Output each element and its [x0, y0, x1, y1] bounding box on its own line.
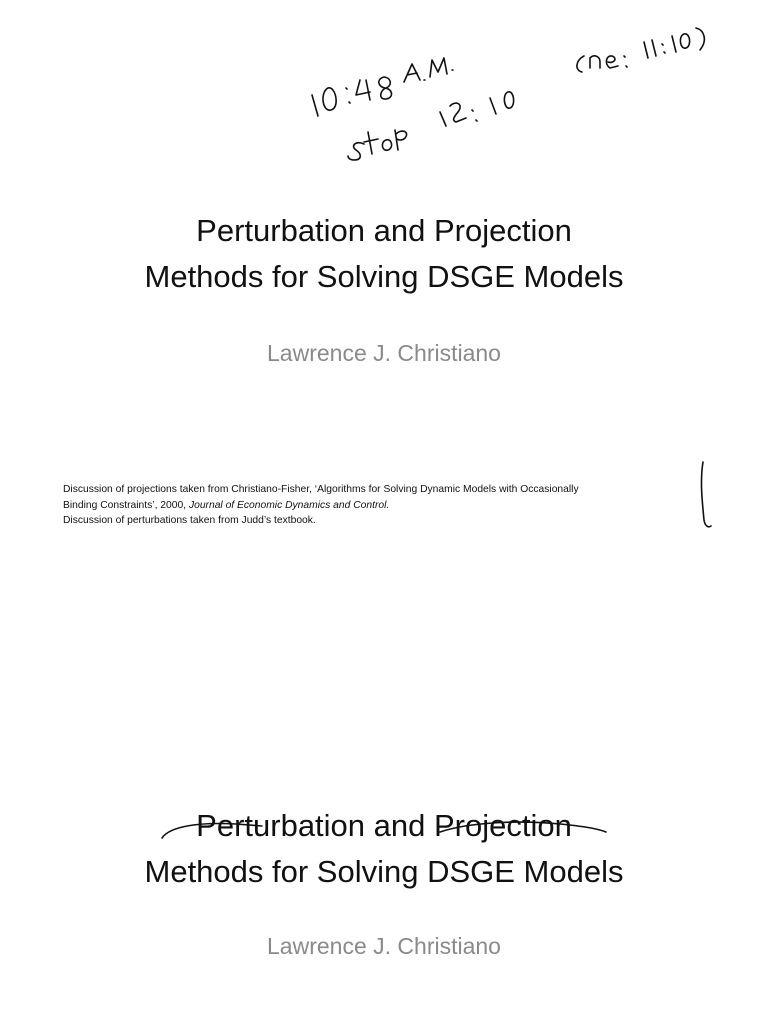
title-line-2: Methods for Solving DSGE Models — [144, 259, 624, 294]
slide-2 — [0, 590, 768, 1024]
journal-name: Journal of Economic Dynamics and Control. — [188, 499, 390, 511]
slide-title — [0, 208, 768, 300]
slide-title — [0, 803, 768, 895]
discussion-line-3: Discussion of perturbations taken from Judd’s textbook. — [63, 515, 316, 526]
discussion-note — [63, 482, 703, 529]
discussion-line-2-text: Binding Constraints’, 2000, — [63, 499, 189, 511]
author-name: Lawrence J. Christiano — [267, 340, 501, 366]
title-line-1 — [0, 803, 768, 849]
author-name: Lawrence J. Christiano — [267, 933, 501, 959]
discussion-line-2 — [63, 498, 703, 514]
title-line-2: Methods for Solving DSGE Models — [144, 854, 624, 889]
discussion-line-1: Discussion of projections taken from Christiano-Fisher, ‘Algorithms for Solving Dynamic Models with Occasionally — [63, 484, 579, 495]
title-word-projection: Projection — [433, 808, 572, 843]
title-line-1-part-1: Perturbation and — [196, 808, 434, 843]
title-line-1: Perturbation and Projection — [196, 213, 572, 248]
